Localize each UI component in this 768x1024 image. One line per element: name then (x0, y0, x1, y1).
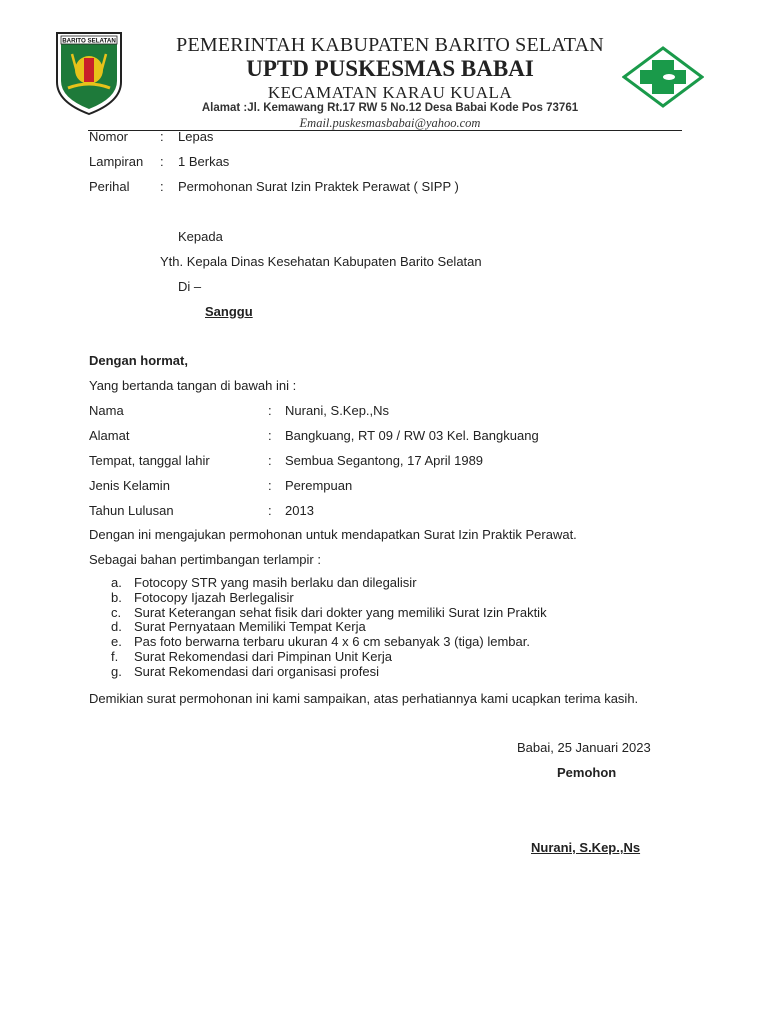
field-label-nomor: Nomor (89, 129, 129, 144)
letterhead-email: Email.puskesmasbabai@yahoo.com (299, 116, 481, 130)
detail-separator: : (268, 403, 272, 418)
recipient-place: Sanggu (205, 304, 253, 319)
detail-separator: : (268, 453, 272, 468)
detail-value-tahun-lulusan: 2013 (285, 503, 314, 518)
list-marker: a. (111, 575, 122, 590)
list-item (111, 606, 547, 621)
field-label-perihal: Perihal (89, 179, 130, 194)
list-item-text: Surat Pernyataan Memiliki Tempat Kerja (134, 619, 366, 635)
field-value-perihal: Permohonan Surat Izin Praktek Perawat ( SIPP ) (178, 179, 459, 194)
letterhead-government-title: PEMERINTAH KABUPATEN BARITO SELATAN (176, 34, 604, 56)
recipient-addressee: Yth. Kepala Dinas Kesehatan Kabupaten Barito Selatan (160, 254, 482, 269)
signature-name: Nurani, S.Kep.,Ns (531, 840, 641, 855)
recipient-di: Di – (178, 279, 202, 294)
attachments-list (111, 576, 547, 680)
closing-text: Demikian surat permohonan ini kami sampaikan, atas perhatiannya kami ucapkan terima kasih. (89, 691, 639, 706)
list-item-text: Surat Rekomendasi dari organisasi profesi (134, 663, 379, 679)
field-separator: : (160, 154, 164, 169)
detail-label-jenis-kelamin: Jenis Kelamin (89, 478, 170, 493)
list-item-text: Fotocopy STR yang masih berlaku dan dilegalisir (134, 575, 417, 590)
detail-value-ttl: Sembua Segantong, 17 April 1989 (285, 453, 484, 468)
intro-text: Yang bertanda tangan di bawah ini : (89, 378, 297, 393)
field-separator: : (160, 179, 164, 194)
request-text: Dengan ini mengajukan permohonan untuk mendapatkan Surat Izin Praktik Perawat. (89, 527, 577, 542)
attachments-intro: Sebagai bahan pertimbangan terlampir : (89, 552, 321, 567)
list-item-text: Fotocopy Ijazah Berlegalisir (134, 589, 294, 605)
list-marker: d. (111, 619, 122, 635)
list-marker: g. (111, 663, 122, 679)
detail-label-ttl: Tempat, tanggal lahir (89, 453, 210, 468)
list-item-text: Surat Keterangan sehat fisik dari dokter yang memiliki Surat Izin Praktik (134, 604, 547, 620)
signature-date-place: Babai, 25 Januari 2023 (517, 740, 651, 755)
list-marker: e. (111, 634, 122, 650)
detail-label-alamat: Alamat (89, 428, 130, 443)
detail-label-tahun-lulusan: Tahun Lulusan (89, 503, 174, 518)
detail-value-nama: Nurani, S.Kep.,Ns (285, 403, 390, 418)
list-marker: b. (111, 589, 122, 605)
detail-label-nama: Nama (89, 403, 124, 418)
letterhead-district-title: KECAMATAN KARAU KUALA (267, 83, 513, 102)
logo-left-text: BARITO SELATAN (62, 37, 116, 45)
field-value-lampiran: 1 Berkas (178, 154, 230, 169)
detail-value-alamat: Bangkuang, RT 09 / RW 03 Kel. Bangkuang (285, 428, 539, 443)
list-item (111, 635, 547, 650)
greeting: Dengan hormat, (89, 353, 188, 368)
field-label-lampiran: Lampiran (89, 154, 144, 169)
recipient-kepada: Kepada (178, 229, 223, 244)
list-item (111, 665, 547, 680)
list-item (111, 576, 547, 591)
list-item (111, 591, 547, 606)
detail-separator: : (268, 478, 272, 493)
detail-value-jenis-kelamin: Perempuan (285, 478, 353, 493)
detail-separator: : (268, 503, 272, 518)
list-item (111, 650, 547, 665)
barito-selatan-emblem-logo (54, 30, 124, 116)
detail-separator: : (268, 428, 272, 443)
list-item (111, 620, 547, 635)
list-item-text: Surat Rekomendasi dari Pimpinan Unit Kerja (134, 648, 392, 664)
signature-role: Pemohon (557, 765, 617, 780)
list-item-text: Pas foto berwarna terbaru ukuran 4 x 6 cm sebanyak 3 (tiga) lembar. (134, 634, 530, 650)
letterhead-institution-title: UPTD PUSKESMAS BABAI (246, 56, 534, 81)
list-marker: c. (111, 604, 122, 620)
letterhead-address: Alamat :Jl. Kemawang Rt.17 RW 5 No.12 Desa Babai Kode Pos 73761 (201, 102, 579, 114)
field-value-nomor: Lepas (178, 129, 214, 144)
field-separator: : (160, 129, 164, 144)
list-marker: f. (111, 648, 119, 664)
